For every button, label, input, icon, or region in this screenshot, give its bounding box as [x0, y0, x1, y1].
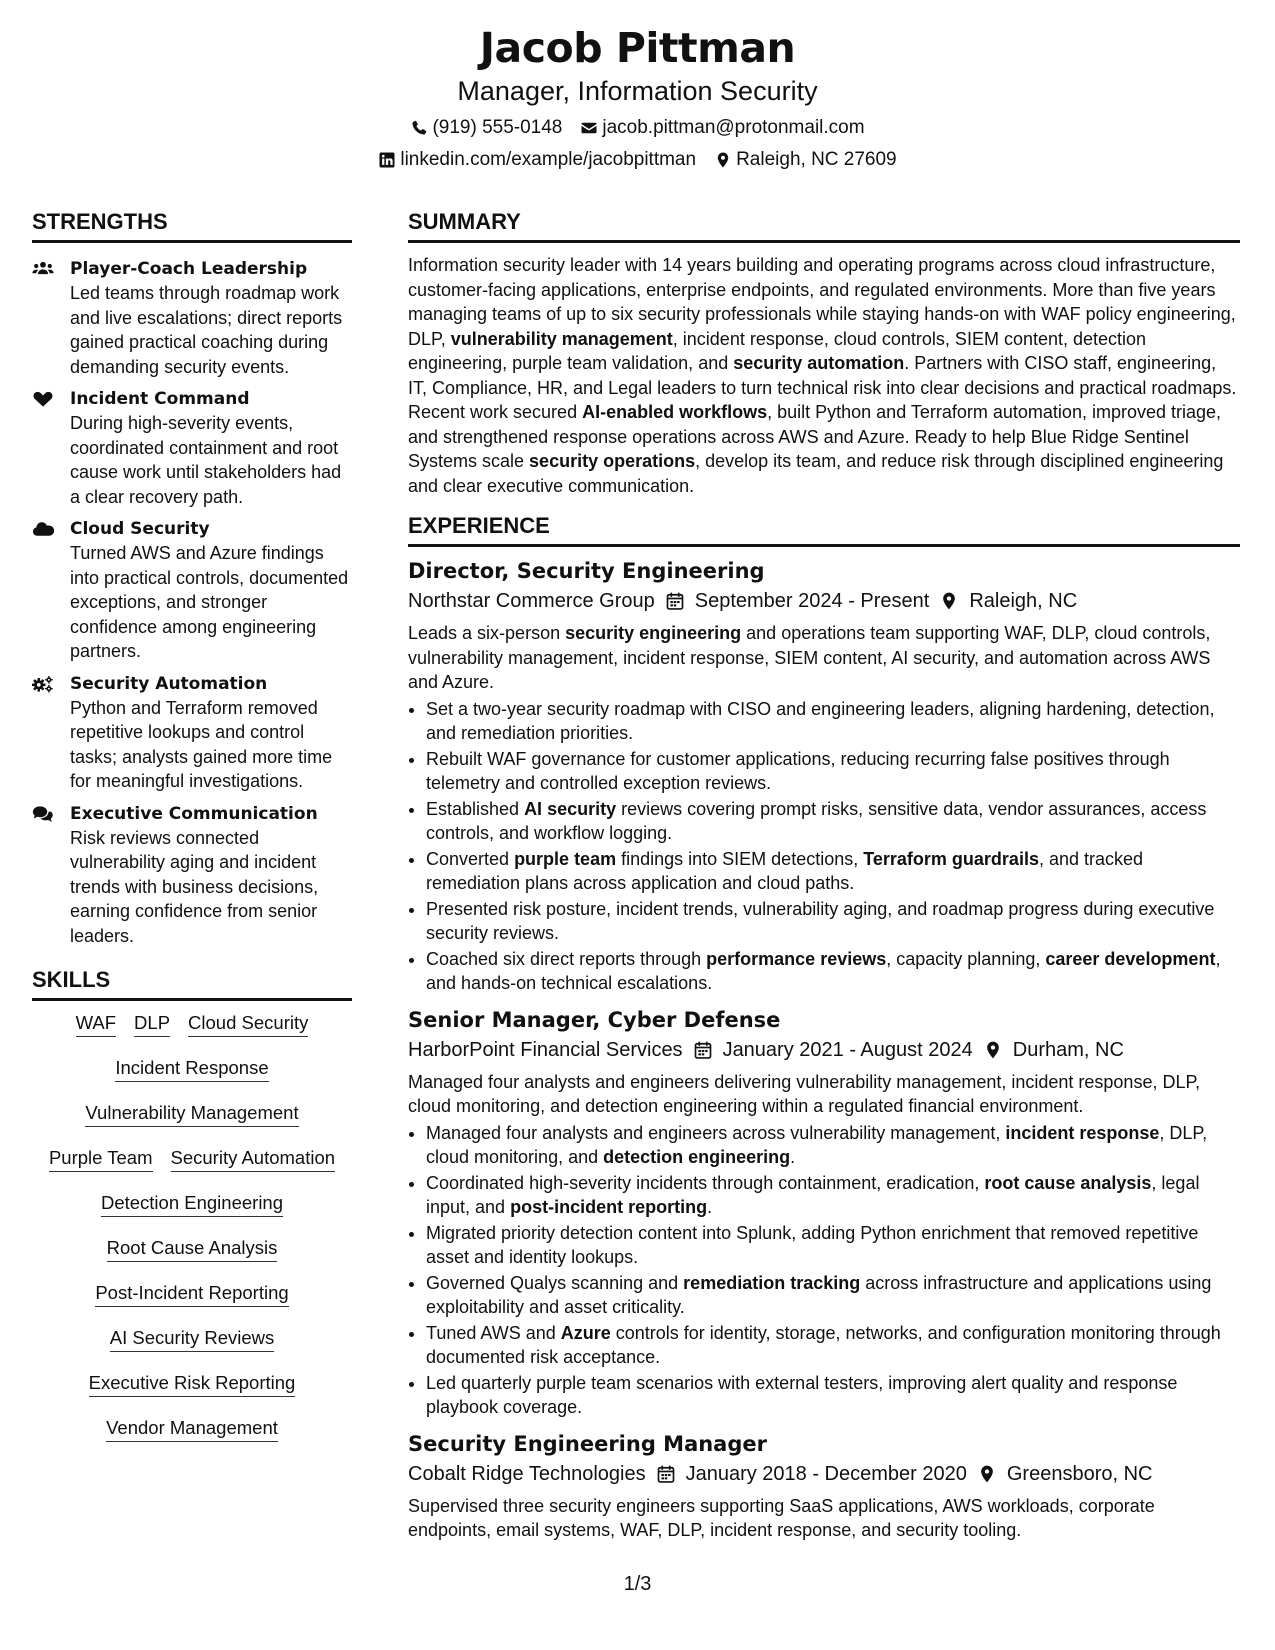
skill-tag: Detection Engineering	[101, 1191, 283, 1217]
text-run: , legal input, and	[426, 1172, 1200, 1217]
location-contact	[714, 148, 897, 172]
bold-text: purple team	[514, 848, 617, 869]
map-pin-icon	[714, 151, 732, 169]
strength-item	[32, 672, 352, 794]
strength-text: Turned AWS and Azure findings into practical controls, documented exceptions, and stronger confidence among engineering partners.	[70, 543, 349, 661]
job-description	[408, 621, 1240, 695]
bold-text: security operations	[529, 451, 696, 471]
job-location: Durham, NC	[1012, 1038, 1124, 1061]
bold-text: AI-enabled workflows	[582, 402, 768, 422]
bold-text: detection engineering	[603, 1147, 791, 1167]
bold-text: incident response	[1005, 1122, 1160, 1143]
bullet-item	[426, 1171, 1240, 1220]
text-run: .	[707, 1197, 713, 1217]
calendar-icon	[665, 591, 685, 611]
text-run: Established	[426, 798, 525, 819]
bullet-item	[426, 1271, 1240, 1320]
job-entry	[408, 1006, 1240, 1420]
text-run: Coached six direct reports through	[426, 948, 707, 969]
skill-tag: WAF	[76, 1011, 116, 1037]
map-pin-icon	[977, 1464, 997, 1484]
text-run: Governed Qualys scanning and	[426, 1272, 684, 1293]
page-number: 1/3	[623, 1573, 652, 1595]
text-run: .	[790, 1147, 796, 1167]
strength-heading: Security Automation	[70, 673, 268, 694]
skills-heading: SKILLS	[32, 966, 352, 1001]
strengths-list	[32, 253, 352, 948]
bullet-item	[426, 797, 1240, 846]
text-run: Supervised three security engineers supporting SaaS applications, AWS workloads, corporate endpoints, email systems, WAF, DLP, incident response, and security tooling.	[408, 1495, 1155, 1540]
bullet-item	[426, 747, 1240, 796]
text-run: , and tracked remediation plans across application and cloud paths.	[426, 848, 1144, 893]
experience-heading: EXPERIENCE	[408, 512, 1240, 547]
summary-text	[408, 253, 1240, 498]
skill-row	[32, 1326, 352, 1352]
strength-item	[32, 387, 352, 509]
skill-tag: Executive Risk Reporting	[89, 1371, 296, 1397]
bullet-item	[426, 897, 1240, 946]
text-run: Rebuilt WAF governance for customer applications, reducing recurring false positives through telemetry and controlled exception reviews.	[426, 748, 1170, 793]
skill-row	[32, 1416, 352, 1442]
calendar-icon	[693, 1040, 713, 1060]
skill-row	[32, 1281, 352, 1307]
bold-text: Azure	[560, 1322, 611, 1343]
skill-row	[32, 1236, 352, 1262]
skill-tag: Purple Team	[49, 1146, 153, 1172]
text-run: , built Python and Terraform automation, improved triage, and strengthened response operations across AWS and Azure. Ready to help Blue Ridge Sentinel Systems scale	[408, 402, 1222, 471]
text-run: , and hands-on technical escalations.	[426, 948, 1221, 993]
text-run: , DLP, cloud monitoring, and	[426, 1122, 1208, 1167]
phone-text: (919) 555-0148	[432, 117, 563, 138]
skill-row	[32, 1056, 352, 1082]
skill-row	[32, 1146, 352, 1172]
text-run: , develop its team, and reduce risk through disciplined engineering and clear executive communication.	[408, 451, 1224, 496]
strength-text: Led teams through roadmap work and live escalations; direct reports gained practical coaching during demanding security events.	[70, 283, 343, 377]
phone-icon	[410, 119, 428, 137]
skill-tag: Post-Incident Reporting	[95, 1281, 288, 1307]
text-run: Converted	[426, 848, 515, 869]
skill-row	[32, 1011, 352, 1037]
skill-row	[32, 1371, 352, 1397]
text-run: , capacity planning,	[886, 948, 1046, 969]
job-dates: January 2021 - August 2024	[722, 1038, 973, 1061]
job-role: Director, Security Engineering	[408, 559, 765, 583]
location-text: Raleigh, NC 27609	[736, 149, 897, 170]
text-run: Led quarterly purple team scenarios with external testers, improving alert quality and response playbook coverage.	[426, 1372, 1178, 1417]
envelope-icon	[580, 119, 598, 137]
bold-text: Terraform guardrails	[863, 848, 1039, 869]
text-run: Managed four analysts and engineers across vulnerability management,	[426, 1122, 1006, 1143]
resume-header	[0, 22, 1275, 172]
job-entry	[408, 557, 1240, 996]
skill-tag: Security Automation	[171, 1146, 336, 1172]
linkedin-contact[interactable]	[378, 148, 696, 172]
job-location: Raleigh, NC	[969, 590, 1078, 612]
skill-tag: Incident Response	[115, 1056, 268, 1082]
calendar-icon	[656, 1464, 676, 1484]
strength-text: During high-severity events, coordinated containment and root cause work until stakeholders had a clear recovery path.	[70, 413, 342, 507]
summary-heading: SUMMARY	[408, 208, 1240, 243]
contact-row-2	[0, 148, 1275, 172]
skill-tag: Vendor Management	[106, 1416, 278, 1442]
bold-text: root cause analysis	[984, 1172, 1152, 1193]
text-run: reviews covering prompt risks, sensitive data, vendor assurances, access controls, and workflow logging.	[426, 798, 1207, 843]
job-bullets	[408, 1121, 1240, 1420]
skill-tag: Vulnerability Management	[85, 1101, 298, 1127]
job-location: Greensboro, NC	[1006, 1462, 1153, 1485]
strength-text: Python and Terraform removed repetitive lookups and control tasks; analysts gained more time for meaningful investigations.	[70, 697, 333, 791]
job-meta	[408, 1036, 1240, 1064]
bullet-item	[426, 847, 1240, 896]
job-dates: September 2024 - Present	[694, 590, 930, 612]
comments-icon	[32, 802, 70, 949]
strength-heading: Cloud Security	[70, 519, 210, 539]
bullet-item	[426, 947, 1240, 996]
skills-list	[32, 1011, 352, 1442]
bullet-item	[426, 1321, 1240, 1370]
job-bullets	[408, 697, 1240, 996]
bold-text: remediation tracking	[683, 1272, 861, 1293]
text-run: across infrastructure and applications using exploitability and asset criticality.	[426, 1272, 1212, 1317]
right-column	[408, 208, 1240, 1553]
strength-item	[32, 802, 352, 949]
job-dates: January 2018 - December 2020	[685, 1462, 967, 1485]
map-pin-icon	[939, 591, 959, 611]
skill-tag: AI Security Reviews	[110, 1326, 275, 1352]
bullet-item	[426, 1221, 1240, 1270]
text-run: Coordinated high-severity incidents through containment, eradication,	[426, 1172, 985, 1193]
contact-row-1	[0, 116, 1275, 140]
bold-text: career development	[1045, 948, 1216, 969]
bold-text: security automation	[733, 353, 905, 373]
skill-row	[32, 1101, 352, 1127]
job-role: Senior Manager, Cyber Defense	[408, 1007, 781, 1032]
strength-heading: Player-Coach Leadership	[70, 259, 308, 279]
text-run: findings into SIEM detections,	[616, 848, 864, 869]
map-pin-icon	[983, 1040, 1003, 1060]
text-run: . Partners with CISO staff, engineering, IT, Compliance, HR, and Legal leaders to turn technical risk into clear decisions and practical roadmaps. Recent work secured	[408, 353, 1237, 422]
text-run: Managed four analysts and engineers delivering vulnerability management, incident response, DLP, cloud monitoring, and detection engineering within a regulated financial environment.	[408, 1071, 1201, 1116]
job-meta	[408, 1460, 1240, 1488]
text-run: Tuned AWS and	[426, 1322, 561, 1343]
job-description	[408, 1494, 1240, 1543]
users-icon	[32, 257, 70, 379]
strength-heading: Incident Command	[70, 389, 250, 409]
linkedin-icon	[378, 151, 396, 169]
candidate-name: Jacob Pittman	[479, 24, 796, 72]
text-run: Information security leader with 14 years building and operating programs across cloud infrastructure, customer-facing applications, enterprise endpoints, and regulated environments. More than five years managing teams of up to six security professionals while staying hands-on with WAF policy engineering, DLP,	[408, 255, 1236, 349]
strength-heading: Executive Communication	[70, 803, 318, 824]
text-run: Leads a six-person	[408, 623, 566, 643]
job-entry	[408, 1430, 1240, 1543]
skill-tag: Root Cause Analysis	[107, 1236, 278, 1262]
job-description	[408, 1070, 1240, 1119]
linkedin-text: linkedin.com/example/jacobpittman	[400, 149, 697, 170]
text-run: Set a two-year security roadmap with CISO and engineering leaders, aligning hardening, detection, and remediation priorities.	[426, 698, 1215, 743]
job-meta	[408, 587, 1240, 615]
job-company: Northstar Commerce Group	[408, 590, 655, 612]
strength-item	[32, 257, 352, 379]
email-contact[interactable]	[580, 116, 864, 140]
job-company: Cobalt Ridge Technologies	[408, 1462, 646, 1485]
candidate-title: Manager, Information Security	[457, 76, 818, 106]
job-role: Security Engineering Manager	[408, 1431, 767, 1456]
strength-item	[32, 517, 352, 664]
bold-text: post-incident reporting	[510, 1197, 708, 1217]
bold-text: performance reviews	[706, 948, 887, 969]
bold-text: vulnerability management	[450, 328, 673, 349]
text-run: , incident response, cloud controls, SIEM content, detection engineering, purple team validation, and	[408, 328, 1147, 373]
gears-icon	[32, 672, 70, 794]
strengths-heading: STRENGTHS	[32, 208, 352, 243]
email-text: jacob.pittman@protonmail.com	[602, 117, 865, 138]
skill-tag: Cloud Security	[188, 1011, 308, 1037]
bullet-item	[426, 1371, 1240, 1420]
phone-contact[interactable]	[410, 116, 562, 140]
strength-text: Risk reviews connected vulnerability aging and incident trends with business decisions, earning confidence from senior leaders.	[70, 827, 319, 946]
cloud-icon	[32, 517, 70, 664]
bold-text: security engineering	[565, 623, 742, 643]
bullet-item	[426, 1121, 1240, 1170]
text-run: controls for identity, storage, networks, and configuration monitoring through documented risk acceptance.	[426, 1322, 1221, 1367]
heart-icon	[32, 387, 70, 509]
bullet-item	[426, 697, 1240, 746]
left-column	[32, 208, 352, 1461]
text-run: and operations team supporting WAF, DLP, cloud controls, vulnerability management, incident response, SIEM content, AI security, and automation across AWS and Azure.	[408, 623, 1211, 692]
skill-tag: DLP	[134, 1011, 170, 1037]
skill-row	[32, 1191, 352, 1217]
text-run: Migrated priority detection content into Splunk, adding Python enrichment that removed repetitive asset and identity lookups.	[426, 1222, 1199, 1267]
bold-text: AI security	[524, 798, 617, 819]
text-run: Presented risk posture, incident trends, vulnerability aging, and roadmap progress during executive security reviews.	[426, 898, 1215, 943]
job-company: HarborPoint Financial Services	[408, 1038, 683, 1061]
